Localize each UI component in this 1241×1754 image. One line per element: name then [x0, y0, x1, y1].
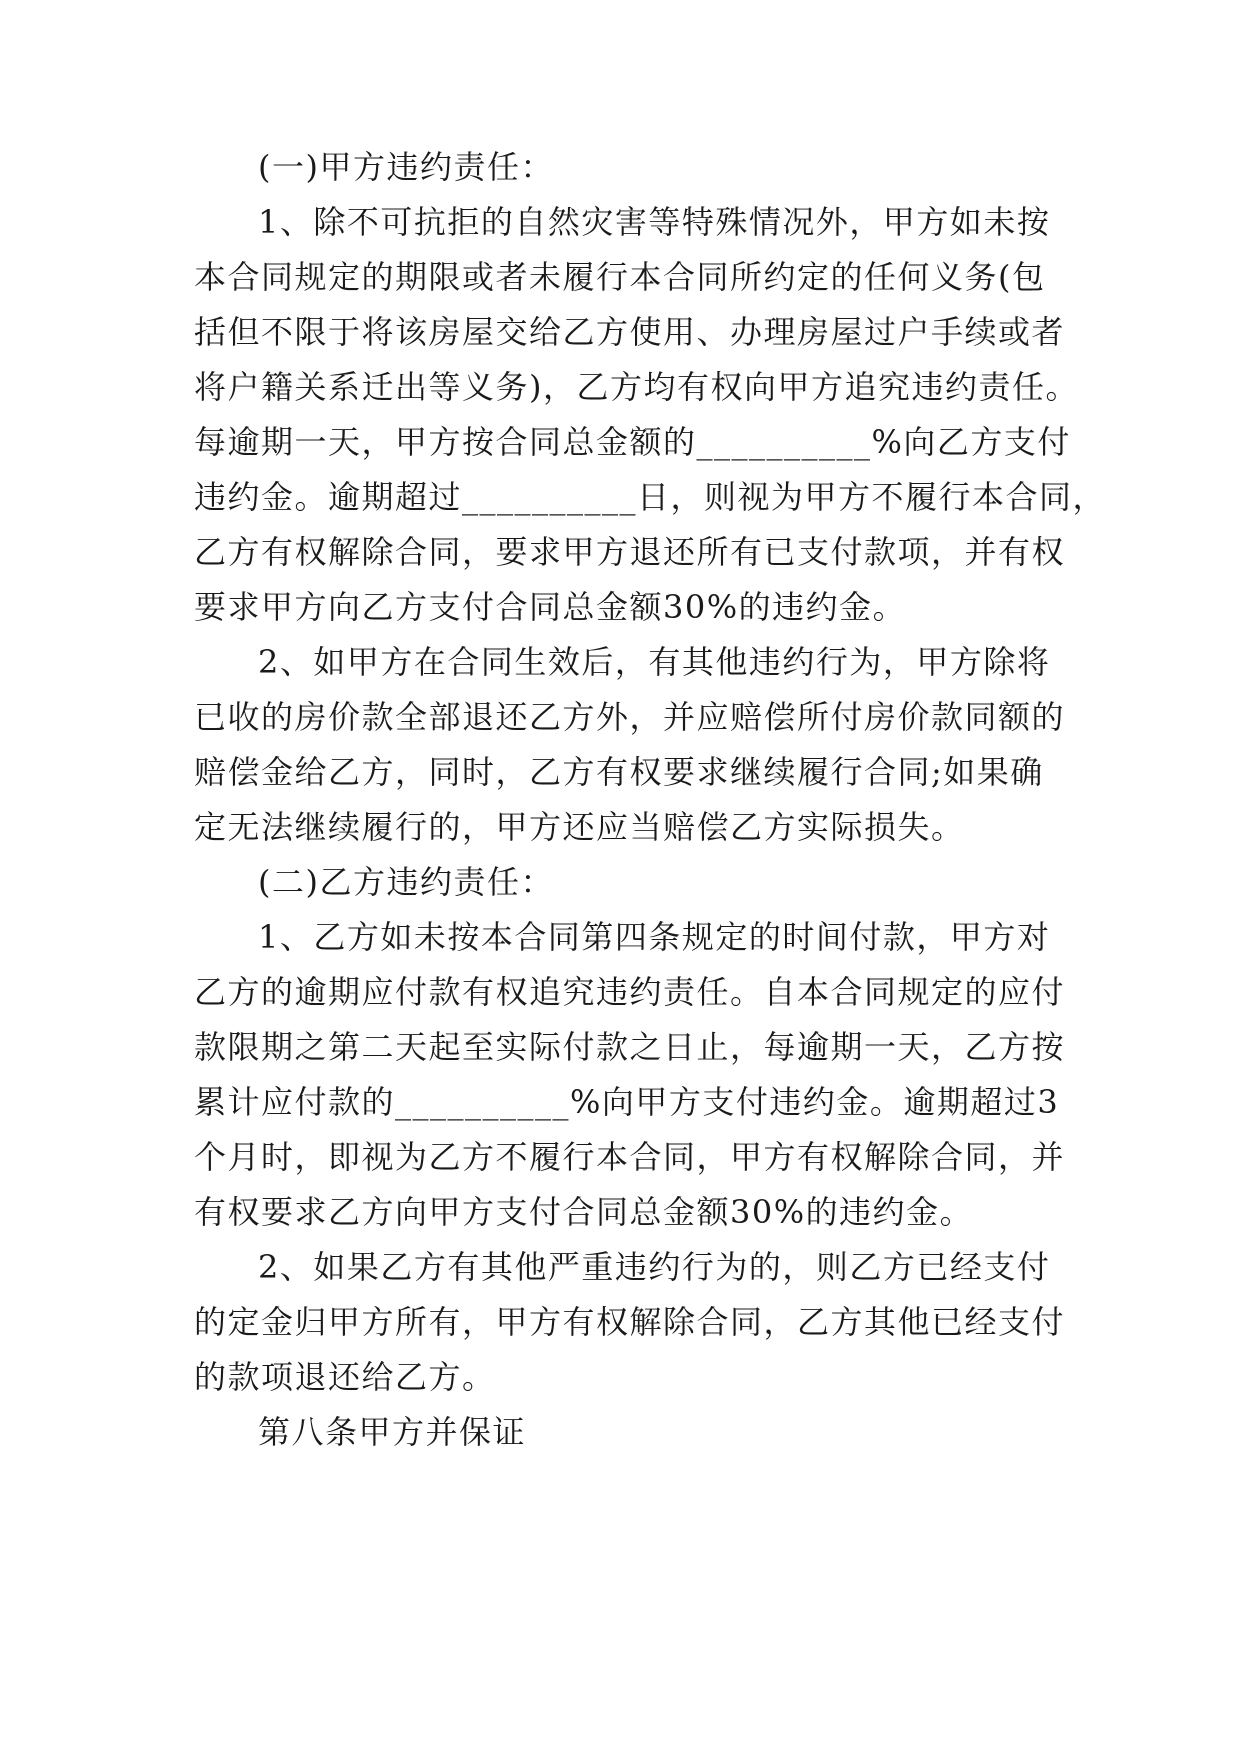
paragraph-line: 要求甲方向乙方支付合同总金额30%的违约金。 — [194, 588, 907, 626]
paragraph-line: 1、乙方如未按本合同第四条规定的时间付款，甲方对 — [258, 918, 1051, 956]
paragraph-line: 本合同规定的期限或者未履行本合同所约定的任何义务(包 — [194, 258, 1046, 296]
section-heading-party-a: (一)甲方违约责任： — [258, 148, 554, 186]
paragraph-line: 1、除不可抗拒的自然灾害等特殊情况外，甲方如未按 — [258, 203, 1051, 241]
paragraph-line: 有权要求乙方向甲方支付合同总金额30%的违约金。 — [194, 1193, 974, 1231]
paragraph-line: 赔偿金给乙方，同时，乙方有权要求继续履行合同;如果确 — [194, 753, 1044, 791]
paragraph-line: 定无法继续履行的，甲方还应当赔偿乙方实际损失。 — [194, 808, 965, 846]
paragraph-line: 括但不限于将该房屋交给乙方使用、办理房屋过户手续或者 — [194, 313, 1066, 351]
paragraph-line: 每逾期一天，甲方按合同总金额的__________%向乙方支付 — [194, 423, 1071, 461]
paragraph-line: 乙方的逾期应付款有权追究违约责任。自本合同规定的应付 — [194, 973, 1066, 1011]
paragraph-line: 将户籍关系迁出等义务)，乙方均有权向甲方追究违约责任。 — [194, 368, 1079, 406]
paragraph-line: 2、如甲方在合同生效后，有其他违约行为，甲方除将 — [258, 643, 1051, 681]
paragraph-line: 款限期之第二天起至实际付款之日止，每逾期一天，乙方按 — [194, 1028, 1066, 1066]
paragraph-line: 2、如果乙方有其他严重违约行为的，则乙方已经支付 — [258, 1248, 1051, 1286]
paragraph-line: 的款项退还给乙方。 — [194, 1358, 496, 1396]
paragraph-line: 乙方有权解除合同，要求甲方退还所有已支付款项，并有权 — [194, 533, 1066, 571]
article-heading: 第八条甲方并保证 — [258, 1413, 527, 1451]
paragraph-line: 个月时，即视为乙方不履行本合同，甲方有权解除合同，并 — [194, 1138, 1066, 1176]
paragraph-line: 的定金归甲方所有，甲方有权解除合同，乙方其他已经支付 — [194, 1303, 1066, 1341]
paragraph-line: 违约金。逾期超过__________日，则视为甲方不履行本合同， — [194, 478, 1107, 516]
paragraph-line: 累计应付款的__________%向甲方支付违约金。逾期超过3 — [194, 1083, 1060, 1121]
section-heading-party-b: (二)乙方违约责任： — [258, 863, 554, 901]
paragraph-line: 已收的房价款全部退还乙方外，并应赔偿所付房价款同额的 — [194, 698, 1066, 736]
